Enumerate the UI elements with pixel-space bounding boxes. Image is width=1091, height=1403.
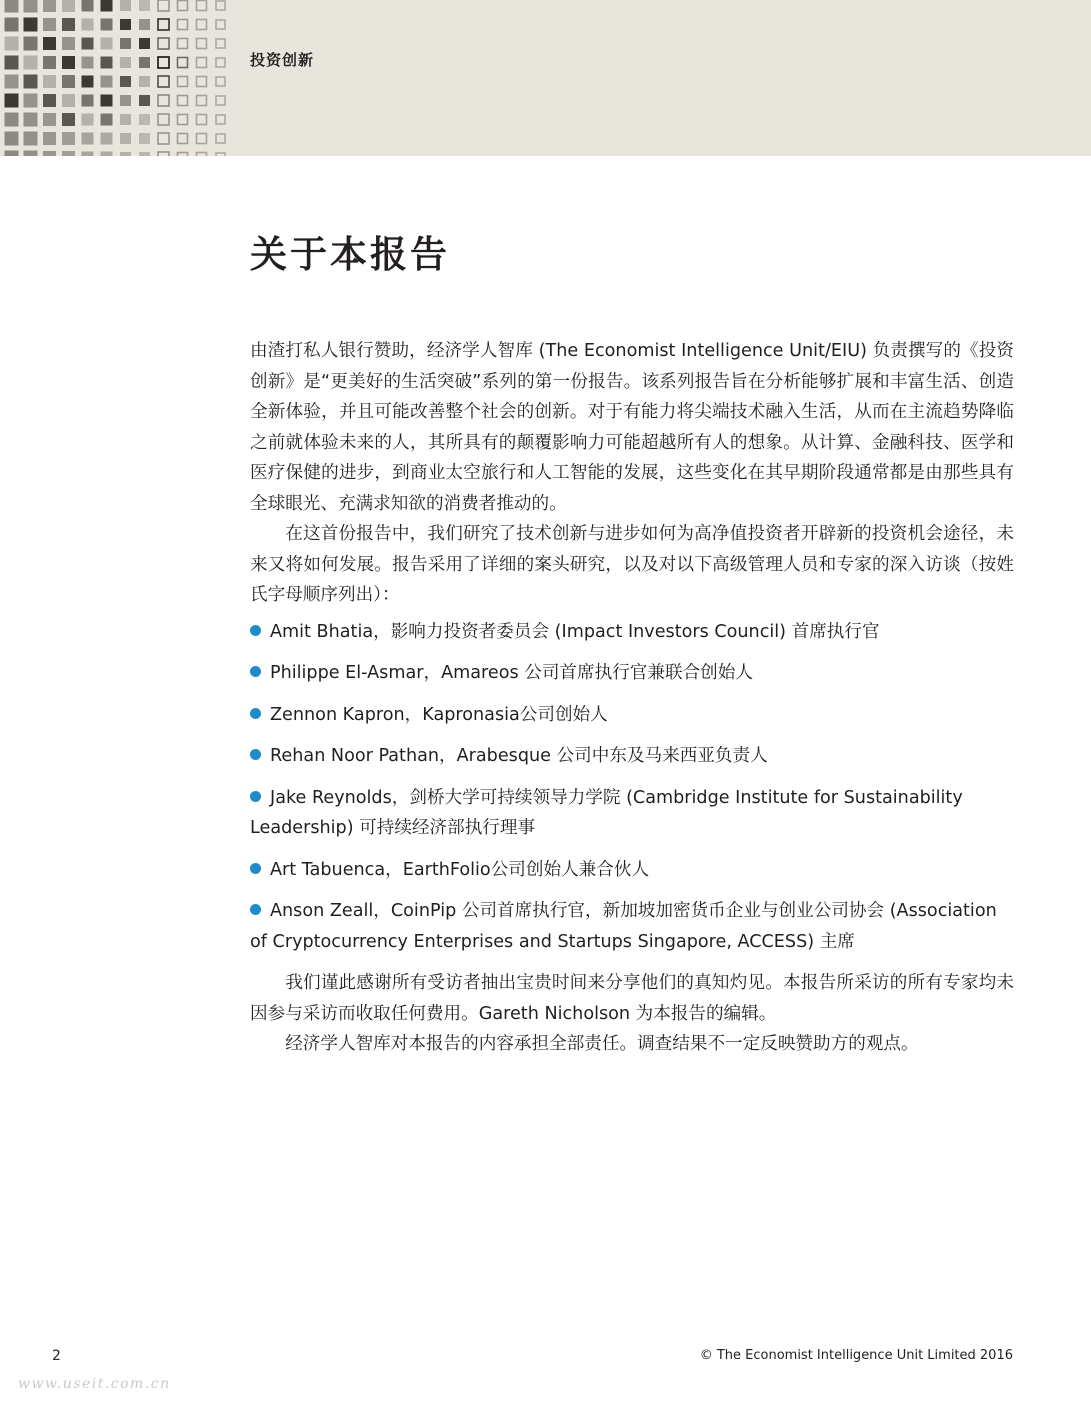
mosaic-tile (178, 96, 188, 106)
mosaic-tile (82, 95, 94, 107)
mosaic-tile (24, 113, 38, 127)
mosaic-tile (82, 19, 94, 31)
mosaic-tile (82, 152, 94, 157)
mosaic-tile (24, 18, 38, 32)
bullet-dot-icon (250, 708, 261, 719)
watermark: www.useit.com.cn (18, 1376, 171, 1392)
closing-paragraph-1: 我们谨此感谢所有受访者抽出宝贵时间来分享他们的真知灼见。本报告所采访的所有专家均未因参与采访而收取任何费用。Gareth Nicholson 为本报告的编辑。 (250, 973, 1014, 1024)
copyright-notice: © The Economist Intelligence Unit Limited 2016 (699, 1348, 1013, 1363)
page-number: 2 (52, 1348, 61, 1364)
list-item (250, 658, 1014, 689)
mosaic-tile (5, 37, 19, 51)
mosaic-tile (139, 95, 150, 106)
interviewee-list (250, 617, 1014, 958)
mosaic-tile (178, 153, 188, 157)
mosaic-tile (5, 56, 19, 70)
mosaic-tile (216, 20, 225, 29)
mosaic-tile (197, 134, 207, 144)
list-item (250, 741, 1014, 772)
mosaic-tile (43, 113, 56, 126)
mosaic-tile (197, 77, 207, 87)
mosaic-tile (216, 77, 225, 86)
mosaic-tile (216, 115, 225, 124)
mosaic-tile (158, 133, 169, 144)
mosaic-tile (120, 133, 131, 144)
mosaic-tile (216, 153, 225, 156)
mosaic-coin-image (0, 0, 226, 156)
mosaic-tile (178, 134, 188, 144)
mosaic-tile (158, 38, 169, 49)
mosaic-tile (120, 76, 131, 87)
mosaic-tile (24, 56, 38, 70)
mosaic-tile (101, 76, 113, 88)
mosaic-tile (178, 20, 188, 30)
mosaic-tile (43, 151, 56, 156)
mosaic-tile (82, 57, 94, 69)
mosaic-tile (62, 37, 75, 50)
mosaic-tile (120, 57, 131, 68)
mosaic-tile (24, 132, 38, 146)
report-body (250, 336, 1014, 1060)
mosaic-tile (139, 76, 150, 87)
mosaic-tile (216, 39, 225, 48)
mosaic-tile (43, 75, 56, 88)
mosaic-tile (82, 0, 94, 12)
mosaic-tile (24, 37, 38, 51)
mosaic-tile (120, 152, 131, 156)
interviewee-text: Art Tabuenca，EarthFolio公司创始人兼合伙人 (270, 859, 650, 880)
interviewee-text: Rehan Noor Pathan，Arabesque 公司中东及马来西亚负责人 (270, 746, 768, 766)
mosaic-tile (158, 0, 169, 11)
mosaic-tile (197, 20, 207, 30)
mosaic-tile (101, 152, 113, 157)
bullet-dot-icon (250, 904, 261, 915)
mosaic-tile (120, 38, 131, 49)
mosaic-tile (5, 113, 19, 127)
mosaic-tile (158, 152, 169, 156)
mosaic-tile (62, 94, 75, 107)
mosaic-tile (139, 152, 150, 156)
mosaic-tile (216, 134, 225, 143)
mosaic-tile (139, 0, 150, 11)
mosaic-tile (158, 19, 169, 30)
mosaic-tile (158, 95, 169, 106)
intro-paragraph-2: 在这首份报告中，我们研究了技术创新与进步如何为高净值投资者开辟新的投资机会途径，未来又将如何发展。报告采用了详细的案头研究，以及对以下高级管理人员和专家的深入访谈（按姓氏字母顺序列出）： (250, 524, 1014, 605)
mosaic-tile (5, 94, 19, 108)
mosaic-tile (24, 151, 38, 157)
mosaic-tile (178, 115, 188, 125)
mosaic-tile (5, 0, 19, 13)
mosaic-tile (101, 133, 113, 145)
mosaic-tile (62, 56, 75, 69)
header-mosaic-image (0, 0, 226, 156)
closing-paragraph-2: 经济学人智库对本报告的内容承担全部责任。调查结果不一定反映赞助方的观点。 (285, 1034, 919, 1054)
bullet-dot-icon (250, 749, 261, 760)
mosaic-tile (43, 37, 56, 50)
mosaic-tile (43, 94, 56, 107)
mosaic-tile (216, 1, 225, 10)
mosaic-tile (120, 114, 131, 125)
mosaic-tile (62, 75, 75, 88)
mosaic-tile (158, 57, 169, 68)
mosaic-tile (43, 56, 56, 69)
mosaic-tile (101, 57, 113, 69)
mosaic-tile (5, 151, 19, 157)
page-title: 关于本报告 (250, 233, 450, 276)
interviewee-text: Anson Zeall，CoinPip 公司首席执行官，新加坡加密货币企业与创业公司协会 (Association of Cryptocurrency Enterprises and Startups Singapore, ACCESS) 主席 (250, 901, 997, 952)
mosaic-tile (178, 39, 188, 49)
mosaic-tile (5, 132, 19, 146)
mosaic-tile (43, 0, 56, 12)
interviewee-text: Zennon Kapron，Kapronasia公司创始人 (270, 704, 608, 725)
interviewee-text: Philippe El-Asmar，Amareos 公司首席执行官兼联合创始人 (270, 663, 753, 683)
mosaic-tile (101, 38, 113, 50)
interviewee-text: Jake Reynolds，剑桥大学可持续领导力学院 (Cambridge Institute for Sustainability Leadership) 可持续经济部执行理事 (250, 787, 963, 838)
mosaic-tile (24, 94, 38, 108)
bullet-dot-icon (250, 666, 261, 677)
interviewee-text: Amit Bhatia，影响力投资者委员会 (Impact Investors Council) 首席执行官 (270, 621, 880, 642)
mosaic-tile (178, 58, 188, 68)
mosaic-tile (197, 115, 207, 125)
mosaic-tile (62, 18, 75, 31)
mosaic-tile (62, 113, 75, 126)
mosaic-tile (120, 95, 131, 106)
list-item (250, 783, 1014, 844)
mosaic-tile (82, 114, 94, 126)
mosaic-tile (158, 114, 169, 125)
mosaic-tile (62, 151, 75, 156)
mosaic-tile (178, 1, 188, 11)
intro-paragraph-1: 由渣打私人银行赞助，经济学人智库 (The Economist Intelligence Unit/EIU) 负责撰写的《投资创新》是“更美好的生活突破”系列的第一份报告。该系列报告旨在分析能够扩展和丰富生活、创造全新体验，并且可能改善整个社会的创新。对于有能力将尖端技术融入生活，从而在主流趋势降临之前就体验未来的人，其所具有的颠覆影响力可能超越所有人的想象。从计算、金融科技、医学和医疗保健的进步，到商业太空旅行和人工智能的发展，这些变化在其早期阶段通常都是由那些具有全球眼光、充满求知欲的消费者推动的。 (250, 341, 1014, 514)
mosaic-tile (82, 133, 94, 145)
bullet-dot-icon (250, 791, 261, 802)
bullet-dot-icon (250, 863, 261, 874)
mosaic-tile (197, 96, 207, 106)
bullet-dot-icon (250, 625, 261, 636)
mosaic-tile (62, 0, 75, 12)
mosaic-tile (120, 19, 131, 30)
mosaic-tile (5, 75, 19, 89)
mosaic-tile (139, 133, 150, 144)
mosaic-tile (178, 77, 188, 87)
mosaic-tile (120, 0, 131, 11)
mosaic-tile (62, 132, 75, 145)
list-item (250, 855, 1014, 886)
mosaic-tile (139, 114, 150, 125)
section-label: 投资创新 (250, 51, 315, 69)
mosaic-tile (216, 58, 225, 67)
mosaic-tile (101, 95, 113, 107)
mosaic-tile (43, 18, 56, 31)
mosaic-tile (139, 57, 150, 68)
mosaic-tile (101, 0, 113, 12)
mosaic-tile (43, 132, 56, 145)
mosaic-tile (139, 38, 150, 49)
mosaic-tile (82, 76, 94, 88)
mosaic-tile (216, 96, 225, 105)
mosaic-tile (197, 1, 207, 11)
mosaic-tile (101, 114, 113, 126)
mosaic-tile (197, 153, 207, 157)
mosaic-tile (5, 18, 19, 32)
list-item (250, 617, 1014, 648)
list-item (250, 700, 1014, 731)
list-item (250, 896, 1014, 957)
mosaic-tile (101, 19, 113, 31)
mosaic-tile (82, 38, 94, 50)
mosaic-tile (197, 39, 207, 49)
mosaic-tile (139, 19, 150, 30)
mosaic-tile (24, 75, 38, 89)
mosaic-tile (197, 58, 207, 68)
mosaic-tile (24, 0, 38, 13)
mosaic-tile (158, 76, 169, 87)
